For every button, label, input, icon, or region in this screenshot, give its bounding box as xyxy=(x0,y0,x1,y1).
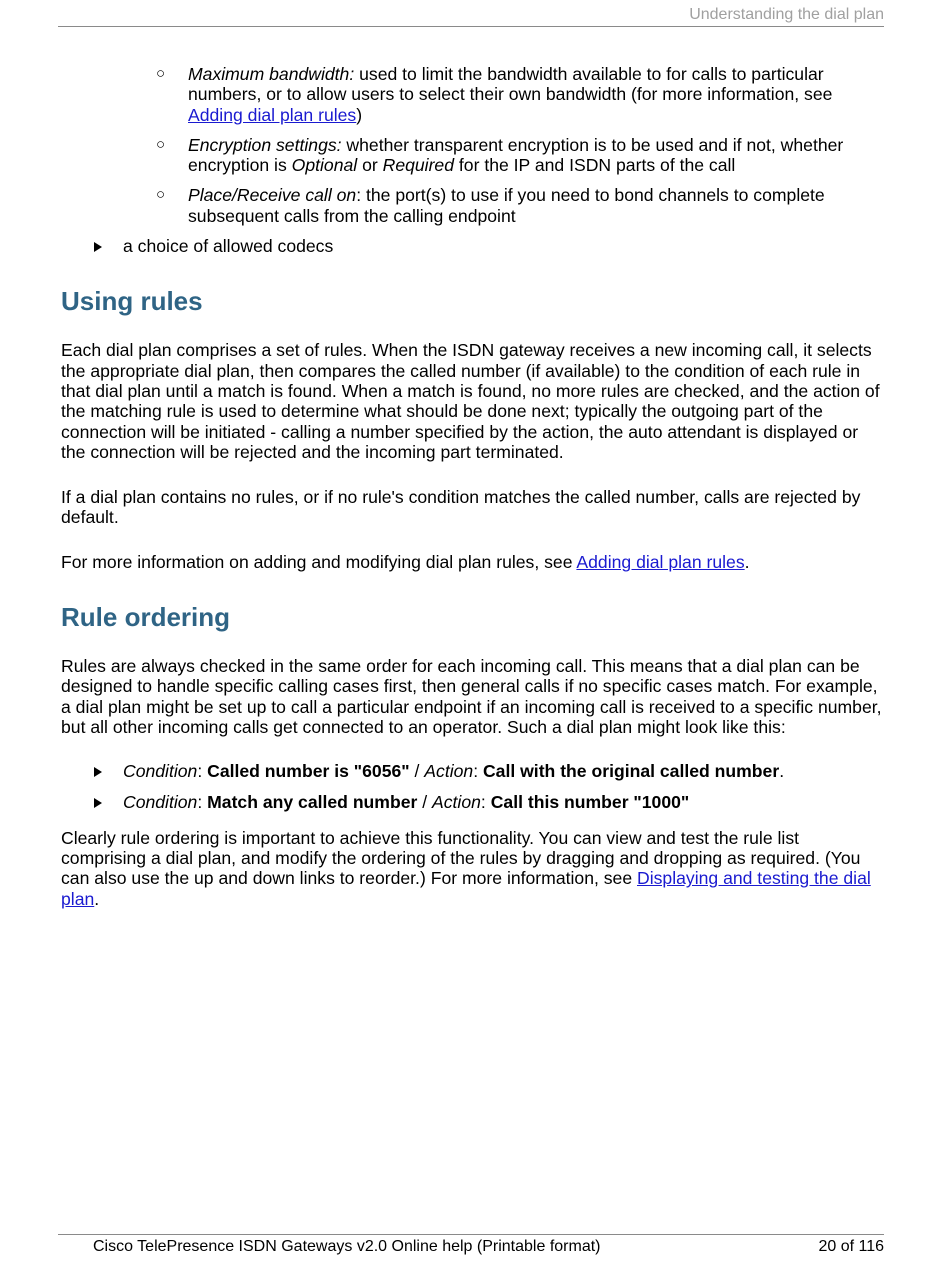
list-item: Condition: Match any called number / Action: Call this number "1000" xyxy=(61,792,883,812)
triangle-bullet-icon xyxy=(94,242,102,252)
adding-dial-plan-rules-link[interactable]: Adding dial plan rules xyxy=(188,104,357,125)
list-item: Condition: Called number is "6056" / Action: Call with the original called number. xyxy=(61,761,883,781)
page-header xyxy=(58,6,884,27)
header-title: Understanding the dial plan xyxy=(689,6,884,23)
settings-sublist xyxy=(61,64,883,226)
using-rules-heading: Using rules xyxy=(61,286,203,317)
more-info-paragraph: For more information on adding and modifying dial plan rules, see Adding dial plan rules. xyxy=(61,551,750,572)
rule-ordering-heading: Rule ordering xyxy=(61,602,231,633)
triangle-bullet-icon xyxy=(94,767,102,777)
list-item: ○ Encryption settings: whether transparent encryption is to be used and if not, whether encryption is Optional or Required for the IP and ISDN parts of the call xyxy=(156,134,844,176)
displaying-testing-dial-plan-link[interactable]: Displaying and testing the dial plan xyxy=(61,868,871,909)
example-rules-list xyxy=(61,761,883,812)
adding-dial-plan-rules-link-2[interactable]: Adding dial plan rules xyxy=(576,551,745,572)
circle-bullet-icon: ○ xyxy=(156,65,166,82)
footer-doc-title: Cisco TelePresence ISDN Gateways v2.0 Online help (Printable format) xyxy=(93,1238,601,1255)
conclusion-paragraph: Clearly rule ordering is important to achieve this functionality. You can view and test the rule list comprising a dial plan, and modify the ordering of the rules by dragging and dropping as required. (You can also use the up and down links to reorder.) For more information, see Displaying and testing the dial plan. xyxy=(61,827,871,909)
triangle-bullet-icon xyxy=(94,798,102,808)
list-item: a choice of allowed codecs xyxy=(61,236,883,256)
list-item: ○ Place/Receive call on: the port(s) to use if you need to bond channels to complete subsequent calls from the calling endpoint xyxy=(156,185,825,226)
page-footer xyxy=(58,1234,884,1260)
list-item: ○ Maximum bandwidth: used to limit the bandwidth available to for calls to particular numbers, or to allow users to select their own bandwidth (for more information, see Adding dial plan rules) xyxy=(156,64,833,125)
page-number: 20 of 116 xyxy=(818,1238,884,1255)
using-rules-paragraph: Each dial plan comprises a set of rules. When the ISDN gateway receives a new incoming call, it selects the appropriate dial plan, then compares the called number (if available) to the condition of each rule in that dial plan until a match is found. When a match is found, no more rules are checked, and the action of the matching rule is used to determine what should be done next; typically the outgoing part of the connection will be initiated - calling a number specified by the action, the auto attendant is displayed or the connection will be rejected and the incoming part terminated. xyxy=(61,340,880,462)
circle-bullet-icon: ○ xyxy=(156,135,166,153)
circle-bullet-icon: ○ xyxy=(156,186,166,204)
page-content xyxy=(61,64,883,909)
rule-ordering-paragraph: Rules are always checked in the same order for each incoming call. This means that a dial plan can be designed to handle specific calling cases first, then general calls if no specific cases match. For example, a dial plan might be set up to call a particular endpoint if an incoming call is received to a specific number, but all other incoming calls get connected to an operator. Such a dial plan might look like this: xyxy=(61,656,882,737)
no-rules-paragraph: If a dial plan contains no rules, or if no rule's condition matches the called number, calls are rejected by default. xyxy=(61,487,861,528)
